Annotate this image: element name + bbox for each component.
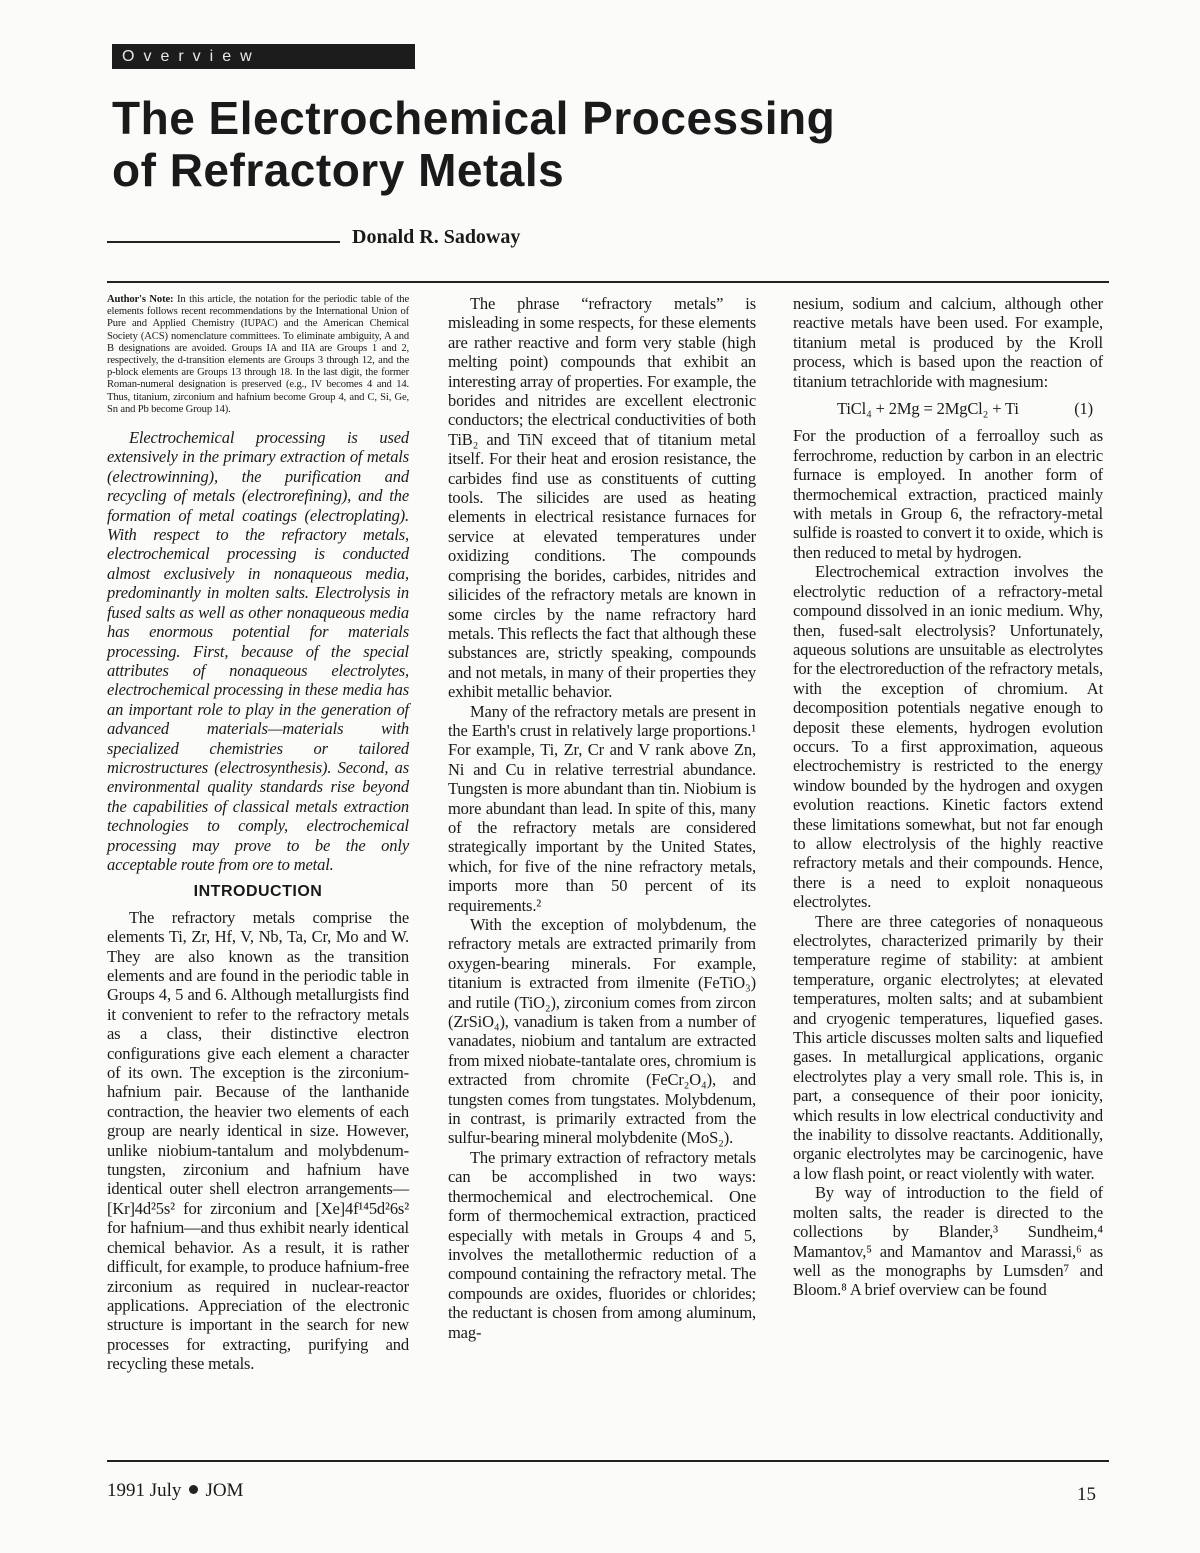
section-heading-introduction: INTRODUCTION <box>193 883 323 901</box>
paragraph: Electrochemical extraction involves the electrolytic reduction of a refractory-metal compound dissolved in an ionic medium. Why, then, fused-salt electrolysis? Unfortunately, aqueous solutions are unsuitable as electrolytes for the electroreduction of the refractory metals, with the exception of chromium. At decomposition potentials negative enough to deposit these elements, hydrogen evolution occurs. To a first approximation, aqueous electrochemistry is restricted to the energy window bounded by the hydrogen and oxygen evolution reactions. Kinetic factors extend these limitations somewhat, but not far enough to allow electrolysis of the highly reactive refractory metals and their compounds. Hence, there is a need to exploit nonaqueous electrolytes. <box>793 562 1103 912</box>
authors-note-text: In this article, the notation for the periodic table of the elements follows recent recommendations by the International Union of Pure and Applied Chemistry (IUPAC) and the American Chemical Society (ACS) nomenclature committees. To eliminate ambiguity, A and B designations are avoided. Groups IA and IIA are Groups 1 and 2, respectively, the d-transition elements are Groups 3 through 12, and the p-block elements are Groups 13 through 18. In the last digit, the former Roman-numeral designation is preserved (e.g., IV becomes 4 and 14. Thus, titanium, zirconium and hafnium become Group 4, and C, Si, Ge, Sn and Pb become Group 14). <box>107 294 409 415</box>
equation-number: (1) <box>1074 399 1093 419</box>
footer-divider <box>107 1460 1109 1462</box>
footer-issue <box>107 1480 243 1502</box>
abstract: Electrochemical processing is used extensively in the primary extraction of metals (electrowinning), the purification and recycling of metals (electrorefining), and the formation of metal coatings (electroplating). With respect to the refractory metals, electrochemical processing is conducted almost exclusively in nonaqueous media, predominantly in molten salts. Electrolysis in fused salts as well as other nonaqueous media has enormous potential for materials processing. First, because of the special attributes of nonaqueous electrolytes, electrochemical processing in these media has an important role to play in the generation of advanced materials—materials with specialized chemistries or tailored microstructures (electrosynthesis). Second, as environmental quality standards rise beyond the capabilities of classical metals extraction technologies to comply, electrochemical processing may prove to be the only acceptable route from ore to metal. <box>107 428 409 874</box>
equation-text: TiCl₄ + 2Mg = 2MgCl₂ + Ti <box>837 399 1019 419</box>
equation-1 <box>793 391 1103 426</box>
paragraph: Many of the refractory metals are present in the Earth's crust in relatively large proportions.¹ For example, Ti, Zr, Cr and V rank above Zn, Ni and Cu in relative terrestrial abundance. Tungsten is more abundant than tin. Niobium is more abundant than lead. In spite of this, many of the refractory metals are considered strategically important by the United States, which, for five of the nine refractory metals, imports more than 50 percent of its requirements.² <box>448 701 756 915</box>
paragraph: The refractory metals comprise the elements Ti, Zr, Hf, V, Nb, Ta, Cr, Mo and W. They are also known as the transition elements and are found in the periodic table in Groups 4, 5 and 6. Although metallurgists find it convenient to refer to the refractory metals as a class, their distinctive electron configurations give each element a character of its own. The exception is the zirconium-hafnium pair. Because of the lanthanide contraction, the heavier two elements of each group are nearly identical in size. However, unlike niobium-tantalum and molybdenum-tungsten, zirconium and hafnium have identical outer shell electron arrangements—[Kr]4d²5s² for zirconium and [Xe]4f¹⁴5d²6s² for hafnium—and thus exhibit nearly identical chemical behavior. As a result, it is rather difficult, for example, to produce hafnium-free zirconium as required in nuclear-reactor applications. Appreciation of the electronic structure is important in the search for new processes for extracting, purifying and recycling these metals. <box>107 907 409 1374</box>
page-number: 15 <box>1077 1484 1096 1505</box>
author-name: Donald R. Sadoway <box>352 226 521 248</box>
header-divider <box>107 281 1109 283</box>
authors-note-label: Author's Note: <box>107 294 174 305</box>
paragraph: The primary extraction of refractory metals can be accomplished in two ways: thermochemical and electrochemical. One form of thermochemical extraction, practiced especially with metals in Groups 4 and 5, involves the metallothermic reduction of a compound containing the refractory metal. The compounds are oxides, fluorides or chlorides; the reductant is chosen from among aluminum, mag- <box>448 1147 756 1342</box>
footer-date: 1991 July <box>107 1480 182 1501</box>
column-1 <box>107 294 409 1374</box>
paragraph: By way of introduction to the field of molten salts, the reader is directed to the collections by Blander,³ Sundheim,⁴ Mamantov,⁵ and Mamantov and Marassi,⁶ as well as the monographs by Lumsden⁷ and Bloom.⁸ A brief overview can be found <box>793 1183 1103 1300</box>
column-2 <box>448 294 756 1342</box>
section-label: Overview <box>112 44 415 69</box>
paragraph: With the exception of molybdenum, the refractory metals are extracted primarily from oxygen-bearing minerals. For example, titanium is extracted from ilmenite (FeTiO₃) and rutile (TiO₂), zirconium comes from zircon (ZrSiO₄), vanadium is taken from a number of vanadates, niobium and tantalum are extracted from mixed niobate-tantalate ores, chromium is extracted from chromite (FeCr₂O₄), and tungsten comes from tungstates. Molybdenum, in contrast, is primarily extracted from the sulfur-bearing mineral molybdenite (MoS₂). <box>448 915 756 1148</box>
title-line-2: of Refractory Metals <box>112 144 565 196</box>
bullet-icon <box>189 1485 198 1494</box>
paragraph: The phrase “refractory metals” is misleading in some respects, for these elements are rather reactive and form very stable (high melting point) compounds that exhibit an interesting array of properties. For example, the borides and nitrides are excellent electronic conductors; the electrical conductivities of both TiB₂ and TiN exceed that of titanium metal itself. For their heat and erosion resistance, the carbides find use as constituents of cutting tools. The silicides are used as heating elements in electrical resistance furnaces for service at elevated temperatures under oxidizing conditions. The compounds comprising the borides, carbides, nitrides and silicides of the refractory metals are known in some circles by the name refractory hard metals. This reflects the fact that although these substances are, strictly speaking, compounds and not metals, in many of their properties they exhibit metallic behavior. <box>448 294 756 702</box>
article-title <box>112 92 1112 196</box>
paragraph: There are three categories of nonaqueous electrolytes, characterized primarily by their temperature regime of stability: at ambient temperature, organic electrolytes; at elevated temperatures, molten salts; and at subambient and cryogenic temperatures, liquefied gases. This article discusses molten salts and liquefied gases. In metallurgical applications, organic electrolytes play a very small role. This is, in part, a consequence of their poor ionicity, which results in low electrical conductivity and the inability to dissolve reactants. Additionally, organic electrolytes may be carcinogenic, have a low flash point, or react violently with water. <box>793 911 1103 1183</box>
footer-journal: JOM <box>205 1480 244 1501</box>
paragraph: nesium, sodium and calcium, although other reactive metals have been used. For example, titanium metal is produced by the Kroll process, which is based upon the reaction of titanium tetrachloride with magnesium: <box>793 294 1103 391</box>
byline-rule <box>107 241 340 243</box>
title-line-1: The Electrochemical Processing <box>112 92 836 144</box>
column-3 <box>793 294 1103 1300</box>
paragraph: For the production of a ferroalloy such as ferrochrome, reduction by carbon in an electric furnace is employed. In another form of thermochemical extraction, practiced mainly with metals in Group 6, the refractory-metal sulfide is roasted to convert it to oxide, which is then reduced to metal by hydrogen. <box>793 426 1103 562</box>
authors-note <box>107 294 409 416</box>
